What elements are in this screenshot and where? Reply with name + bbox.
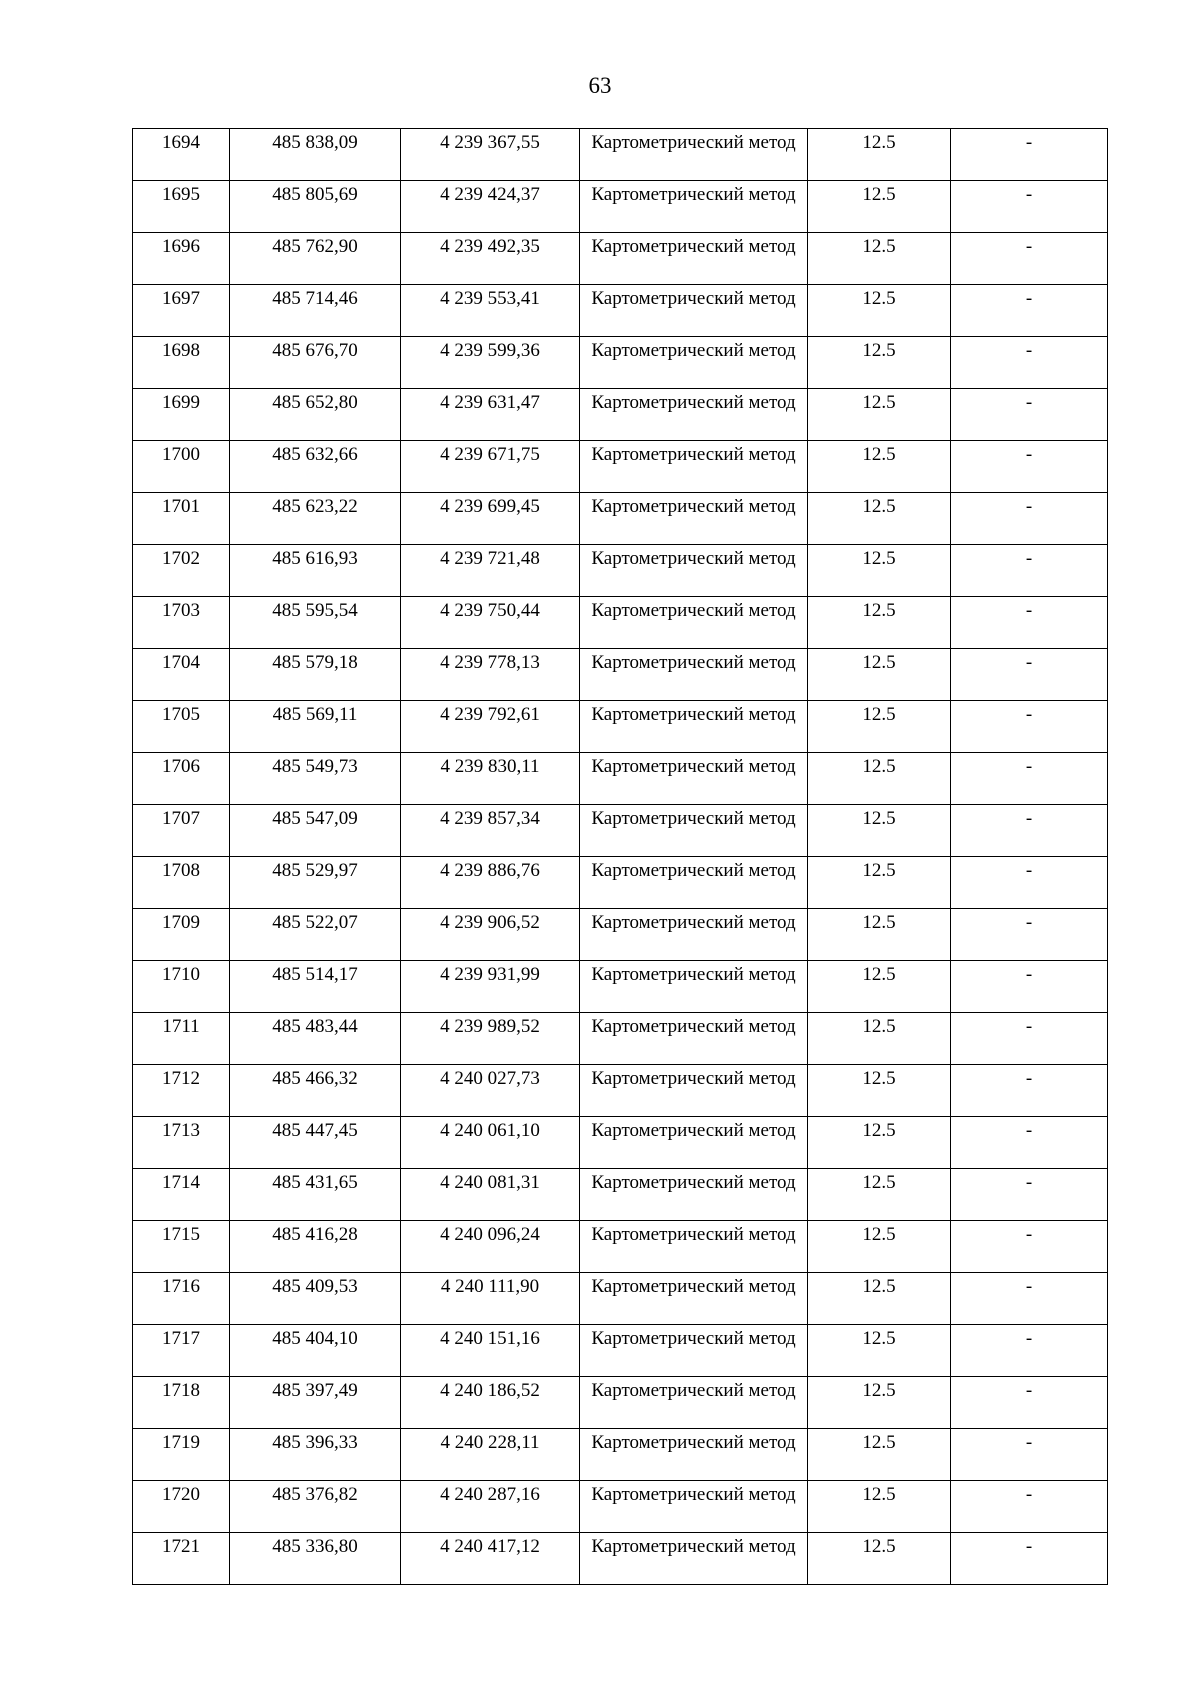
x-coordinate-cell: 485 409,53	[230, 1273, 401, 1325]
accuracy-cell: 12.5	[808, 285, 951, 337]
y-coordinate-cell: 4 240 228,11	[401, 1429, 580, 1481]
y-coordinate-cell: 4 240 151,16	[401, 1325, 580, 1377]
table-row	[133, 1013, 1108, 1065]
accuracy-cell: 12.5	[808, 1481, 951, 1533]
method-cell: Картометрический метод	[580, 909, 808, 961]
method-cell: Картометрический метод	[580, 961, 808, 1013]
coordinates-table-body	[133, 129, 1108, 1585]
method-cell: Картометрический метод	[580, 1169, 808, 1221]
method-cell: Картометрический метод	[580, 1221, 808, 1273]
method-cell: Картометрический метод	[580, 857, 808, 909]
point-number-cell: 1709	[133, 909, 230, 961]
method-cell: Картометрический метод	[580, 1377, 808, 1429]
table-row	[133, 389, 1108, 441]
table-row	[133, 909, 1108, 961]
x-coordinate-cell: 485 404,10	[230, 1325, 401, 1377]
method-cell: Картометрический метод	[580, 285, 808, 337]
accuracy-cell: 12.5	[808, 493, 951, 545]
description-cell: -	[951, 701, 1108, 753]
method-cell: Картометрический метод	[580, 1429, 808, 1481]
point-number-cell: 1702	[133, 545, 230, 597]
y-coordinate-cell: 4 239 906,52	[401, 909, 580, 961]
point-number-cell: 1721	[133, 1533, 230, 1585]
x-coordinate-cell: 485 616,93	[230, 545, 401, 597]
description-cell: -	[951, 285, 1108, 337]
description-cell: -	[951, 1169, 1108, 1221]
y-coordinate-cell: 4 239 599,36	[401, 337, 580, 389]
x-coordinate-cell: 485 652,80	[230, 389, 401, 441]
y-coordinate-cell: 4 239 857,34	[401, 805, 580, 857]
method-cell: Картометрический метод	[580, 1325, 808, 1377]
method-cell: Картометрический метод	[580, 1013, 808, 1065]
accuracy-cell: 12.5	[808, 597, 951, 649]
y-coordinate-cell: 4 239 830,11	[401, 753, 580, 805]
y-coordinate-cell: 4 240 417,12	[401, 1533, 580, 1585]
y-coordinate-cell: 4 239 721,48	[401, 545, 580, 597]
description-cell: -	[951, 909, 1108, 961]
point-number-cell: 1717	[133, 1325, 230, 1377]
table-row	[133, 1429, 1108, 1481]
accuracy-cell: 12.5	[808, 909, 951, 961]
point-number-cell: 1695	[133, 181, 230, 233]
description-cell: -	[951, 545, 1108, 597]
accuracy-cell: 12.5	[808, 441, 951, 493]
point-number-cell: 1707	[133, 805, 230, 857]
method-cell: Картометрический метод	[580, 597, 808, 649]
description-cell: -	[951, 1117, 1108, 1169]
accuracy-cell: 12.5	[808, 1065, 951, 1117]
table-row	[133, 129, 1108, 181]
accuracy-cell: 12.5	[808, 805, 951, 857]
x-coordinate-cell: 485 431,65	[230, 1169, 401, 1221]
description-cell: -	[951, 597, 1108, 649]
x-coordinate-cell: 485 396,33	[230, 1429, 401, 1481]
accuracy-cell: 12.5	[808, 1429, 951, 1481]
table-row	[133, 1273, 1108, 1325]
description-cell: -	[951, 441, 1108, 493]
point-number-cell: 1705	[133, 701, 230, 753]
x-coordinate-cell: 485 838,09	[230, 129, 401, 181]
x-coordinate-cell: 485 522,07	[230, 909, 401, 961]
method-cell: Картометрический метод	[580, 129, 808, 181]
method-cell: Картометрический метод	[580, 1533, 808, 1585]
y-coordinate-cell: 4 239 886,76	[401, 857, 580, 909]
y-coordinate-cell: 4 239 553,41	[401, 285, 580, 337]
accuracy-cell: 12.5	[808, 701, 951, 753]
x-coordinate-cell: 485 336,80	[230, 1533, 401, 1585]
table-row	[133, 701, 1108, 753]
description-cell: -	[951, 805, 1108, 857]
method-cell: Картометрический метод	[580, 441, 808, 493]
x-coordinate-cell: 485 416,28	[230, 1221, 401, 1273]
point-number-cell: 1714	[133, 1169, 230, 1221]
method-cell: Картометрический метод	[580, 805, 808, 857]
description-cell: -	[951, 181, 1108, 233]
table-row	[133, 805, 1108, 857]
point-number-cell: 1700	[133, 441, 230, 493]
x-coordinate-cell: 485 595,54	[230, 597, 401, 649]
point-number-cell: 1715	[133, 1221, 230, 1273]
y-coordinate-cell: 4 239 750,44	[401, 597, 580, 649]
accuracy-cell: 12.5	[808, 1273, 951, 1325]
y-coordinate-cell: 4 239 699,45	[401, 493, 580, 545]
y-coordinate-cell: 4 239 367,55	[401, 129, 580, 181]
table-row	[133, 597, 1108, 649]
table-row	[133, 857, 1108, 909]
coordinates-table	[132, 128, 1108, 1585]
description-cell: -	[951, 1429, 1108, 1481]
x-coordinate-cell: 485 483,44	[230, 1013, 401, 1065]
table-row	[133, 961, 1108, 1013]
description-cell: -	[951, 1325, 1108, 1377]
table-row	[133, 1325, 1108, 1377]
accuracy-cell: 12.5	[808, 1013, 951, 1065]
method-cell: Картометрический метод	[580, 753, 808, 805]
x-coordinate-cell: 485 466,32	[230, 1065, 401, 1117]
table-row	[133, 441, 1108, 493]
accuracy-cell: 12.5	[808, 181, 951, 233]
table-row	[133, 1377, 1108, 1429]
description-cell: -	[951, 753, 1108, 805]
accuracy-cell: 12.5	[808, 961, 951, 1013]
method-cell: Картометрический метод	[580, 649, 808, 701]
accuracy-cell: 12.5	[808, 1117, 951, 1169]
point-number-cell: 1713	[133, 1117, 230, 1169]
method-cell: Картометрический метод	[580, 1481, 808, 1533]
point-number-cell: 1718	[133, 1377, 230, 1429]
accuracy-cell: 12.5	[808, 233, 951, 285]
method-cell: Картометрический метод	[580, 1065, 808, 1117]
accuracy-cell: 12.5	[808, 1325, 951, 1377]
y-coordinate-cell: 4 239 931,99	[401, 961, 580, 1013]
description-cell: -	[951, 233, 1108, 285]
table-row	[133, 1533, 1108, 1585]
description-cell: -	[951, 1533, 1108, 1585]
accuracy-cell: 12.5	[808, 545, 951, 597]
page-number: 63	[588, 73, 612, 98]
point-number-cell: 1694	[133, 129, 230, 181]
point-number-cell: 1711	[133, 1013, 230, 1065]
description-cell: -	[951, 389, 1108, 441]
point-number-cell: 1719	[133, 1429, 230, 1481]
y-coordinate-cell: 4 239 424,37	[401, 181, 580, 233]
accuracy-cell: 12.5	[808, 753, 951, 805]
x-coordinate-cell: 485 397,49	[230, 1377, 401, 1429]
accuracy-cell: 12.5	[808, 1533, 951, 1585]
description-cell: -	[951, 1377, 1108, 1429]
x-coordinate-cell: 485 714,46	[230, 285, 401, 337]
table-row	[133, 753, 1108, 805]
accuracy-cell: 12.5	[808, 337, 951, 389]
description-cell: -	[951, 129, 1108, 181]
x-coordinate-cell: 485 549,73	[230, 753, 401, 805]
method-cell: Картометрический метод	[580, 493, 808, 545]
description-cell: -	[951, 1221, 1108, 1273]
x-coordinate-cell: 485 529,97	[230, 857, 401, 909]
accuracy-cell: 12.5	[808, 649, 951, 701]
table-row	[133, 1481, 1108, 1533]
accuracy-cell: 12.5	[808, 1169, 951, 1221]
point-number-cell: 1716	[133, 1273, 230, 1325]
y-coordinate-cell: 4 239 792,61	[401, 701, 580, 753]
point-number-cell: 1708	[133, 857, 230, 909]
y-coordinate-cell: 4 239 778,13	[401, 649, 580, 701]
description-cell: -	[951, 1481, 1108, 1533]
y-coordinate-cell: 4 239 671,75	[401, 441, 580, 493]
point-number-cell: 1704	[133, 649, 230, 701]
method-cell: Картометрический метод	[580, 1117, 808, 1169]
description-cell: -	[951, 1065, 1108, 1117]
x-coordinate-cell: 485 547,09	[230, 805, 401, 857]
method-cell: Картометрический метод	[580, 389, 808, 441]
y-coordinate-cell: 4 239 631,47	[401, 389, 580, 441]
table-row	[133, 1221, 1108, 1273]
point-number-cell: 1706	[133, 753, 230, 805]
accuracy-cell: 12.5	[808, 1377, 951, 1429]
table-row	[133, 233, 1108, 285]
y-coordinate-cell: 4 240 027,73	[401, 1065, 580, 1117]
point-number-cell: 1710	[133, 961, 230, 1013]
x-coordinate-cell: 485 623,22	[230, 493, 401, 545]
accuracy-cell: 12.5	[808, 129, 951, 181]
description-cell: -	[951, 1273, 1108, 1325]
table-row	[133, 1065, 1108, 1117]
point-number-cell: 1701	[133, 493, 230, 545]
x-coordinate-cell: 485 569,11	[230, 701, 401, 753]
description-cell: -	[951, 961, 1108, 1013]
x-coordinate-cell: 485 579,18	[230, 649, 401, 701]
point-number-cell: 1698	[133, 337, 230, 389]
method-cell: Картометрический метод	[580, 337, 808, 389]
point-number-cell: 1699	[133, 389, 230, 441]
y-coordinate-cell: 4 240 186,52	[401, 1377, 580, 1429]
table-row	[133, 545, 1108, 597]
table-row	[133, 1117, 1108, 1169]
description-cell: -	[951, 493, 1108, 545]
x-coordinate-cell: 485 762,90	[230, 233, 401, 285]
point-number-cell: 1696	[133, 233, 230, 285]
method-cell: Картометрический метод	[580, 701, 808, 753]
accuracy-cell: 12.5	[808, 1221, 951, 1273]
method-cell: Картометрический метод	[580, 545, 808, 597]
description-cell: -	[951, 1013, 1108, 1065]
y-coordinate-cell: 4 239 989,52	[401, 1013, 580, 1065]
table-row	[133, 337, 1108, 389]
table-row	[133, 493, 1108, 545]
method-cell: Картометрический метод	[580, 1273, 808, 1325]
accuracy-cell: 12.5	[808, 857, 951, 909]
y-coordinate-cell: 4 240 111,90	[401, 1273, 580, 1325]
description-cell: -	[951, 337, 1108, 389]
point-number-cell: 1703	[133, 597, 230, 649]
point-number-cell: 1720	[133, 1481, 230, 1533]
table-row	[133, 181, 1108, 233]
y-coordinate-cell: 4 240 287,16	[401, 1481, 580, 1533]
method-cell: Картометрический метод	[580, 233, 808, 285]
description-cell: -	[951, 857, 1108, 909]
y-coordinate-cell: 4 240 096,24	[401, 1221, 580, 1273]
x-coordinate-cell: 485 514,17	[230, 961, 401, 1013]
x-coordinate-cell: 485 376,82	[230, 1481, 401, 1533]
method-cell: Картометрический метод	[580, 181, 808, 233]
x-coordinate-cell: 485 447,45	[230, 1117, 401, 1169]
point-number-cell: 1712	[133, 1065, 230, 1117]
point-number-cell: 1697	[133, 285, 230, 337]
table-row	[133, 649, 1108, 701]
table-row	[133, 285, 1108, 337]
description-cell: -	[951, 649, 1108, 701]
accuracy-cell: 12.5	[808, 389, 951, 441]
y-coordinate-cell: 4 239 492,35	[401, 233, 580, 285]
x-coordinate-cell: 485 676,70	[230, 337, 401, 389]
x-coordinate-cell: 485 805,69	[230, 181, 401, 233]
table-row	[133, 1169, 1108, 1221]
x-coordinate-cell: 485 632,66	[230, 441, 401, 493]
y-coordinate-cell: 4 240 061,10	[401, 1117, 580, 1169]
y-coordinate-cell: 4 240 081,31	[401, 1169, 580, 1221]
